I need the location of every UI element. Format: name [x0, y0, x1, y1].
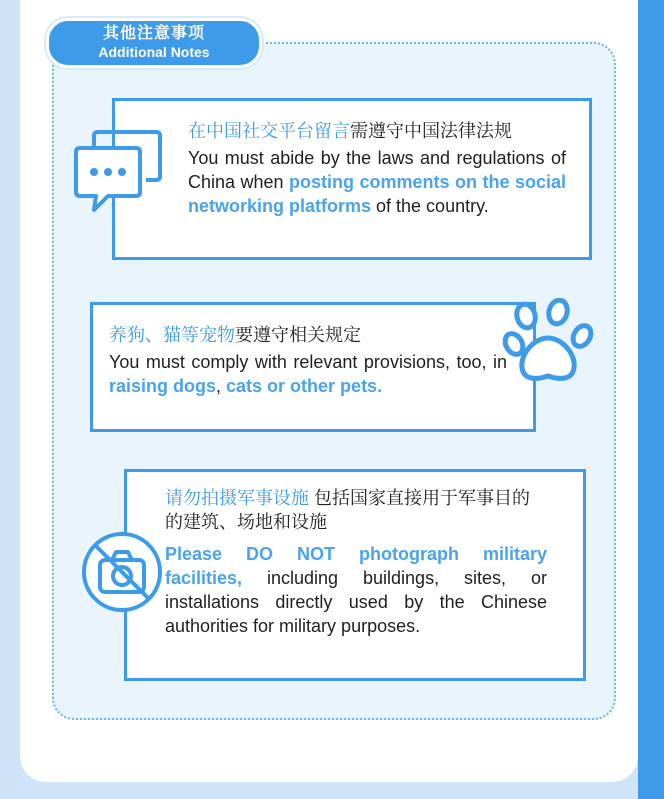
note-body-text: including buildings, sites, or installations directly used by the Chinese authorities for military purposes.: [165, 568, 547, 636]
no-camera-icon: [80, 530, 164, 614]
note-body-text: You must abide by the laws and regulations of China when: [188, 148, 566, 192]
note-body: [109, 350, 507, 398]
note-title-rest: 要遵守相关规定: [235, 325, 361, 345]
note-body-highlight: posting comments on the social networking platforms: [188, 172, 566, 216]
note-title: [188, 117, 566, 143]
right-edge-stripe: [638, 0, 664, 799]
note-body-highlight: raising dogs: [109, 376, 217, 396]
paw-print-icon: [502, 298, 596, 390]
note-title: [165, 486, 547, 534]
note-military: [124, 469, 586, 681]
note-body-highlight-2: cats or other pets.: [226, 376, 383, 396]
note-title-highlight: 在中国社交平台留言: [188, 121, 350, 141]
note-title-highlight: 请勿拍摄军事设施: [165, 488, 309, 508]
note-body: [188, 146, 566, 218]
note-body-highlight: Please DO NOT photograph military facilities,: [165, 544, 547, 588]
note-body-text-end: of the country.: [371, 196, 489, 216]
note-title-highlight: 养狗、猫等宠物: [109, 325, 235, 345]
note-pets: [90, 302, 536, 432]
note-title-rest: 包括国家直接用于军事目的的建筑、场地和设施: [165, 488, 530, 532]
section-title-en: Additional Notes: [98, 44, 210, 60]
note-body-text: You must comply with relevant provisions, too, in: [109, 352, 507, 372]
note-social-media: [112, 98, 592, 260]
note-title-rest: 需遵守中国法律法规: [350, 121, 512, 141]
section-header: [46, 18, 262, 68]
note-body-separator: ,: [216, 376, 227, 396]
note-body: [165, 542, 547, 638]
left-edge: [0, 0, 20, 799]
note-title: [109, 321, 507, 347]
section-title-zh: 其他注意事项: [102, 25, 205, 42]
chat-bubble-icon: [72, 128, 164, 214]
